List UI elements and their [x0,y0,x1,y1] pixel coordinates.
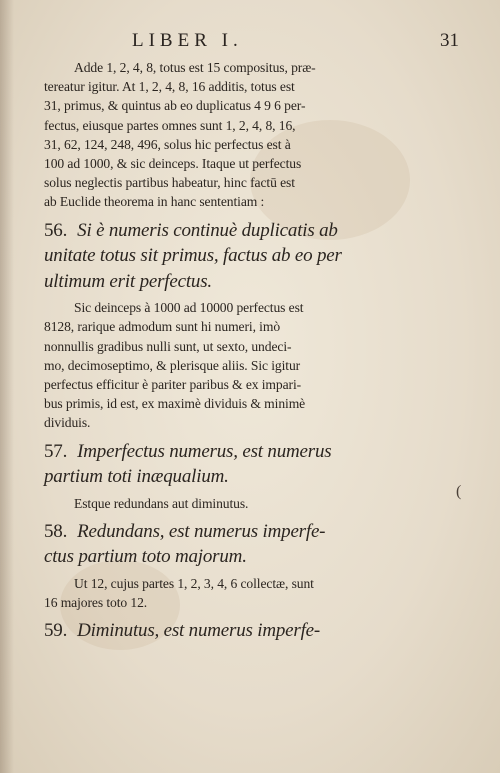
proposition-text: partium toti inæqualium. [44,466,229,488]
paragraph [44,298,376,432]
text-line: Estque redundans aut diminutus. [74,495,249,511]
page-header [0,30,500,54]
proposition-text: Imperfectus numerus, est numerus [77,440,332,462]
page-body [44,54,376,644]
proposition-number: 57. [44,440,68,462]
proposition-number: 56. [44,219,68,241]
proposition-number: 59. [44,620,68,642]
running-head: LIBER I. [132,30,243,51]
proposition-56 [44,218,376,295]
proposition-text: unitate totus sit primus, factus ab eo per [44,245,342,267]
text-line: tereatur igitur. At 1, 2, 4, 8, 16 additis, totus est [44,79,295,95]
proposition-number: 58. [44,520,68,542]
proposition-text: Redundans, est numerus imperfe- [77,520,326,542]
text-line: ab Euclide theorema in hanc sententiam : [44,194,265,210]
text-line: dividuis. [44,415,91,431]
text-line: mo, decimoseptimo, & plerisque aliis. Sic igitur [44,357,301,373]
paragraph [44,494,376,513]
text-line: 31, 62, 124, 248, 496, solus hic perfectus est à [44,136,291,152]
text-line: bus primis, id est, ex maximè dividuis & minimè [44,396,306,412]
proposition-text: Diminutus, est numerus imperfe- [77,620,321,642]
text-line: perfectus efficitur è pariter paribus & ex impari- [44,376,302,392]
text-line: Sic deinceps à 1000 ad 10000 perfectus est [74,300,304,316]
text-line: Adde 1, 2, 4, 8, totus est 15 compositus, præ- [74,60,316,75]
proposition-58 [44,519,376,570]
paragraph [44,574,376,612]
paragraph [44,58,376,212]
text-line: 31, primus, & quintus ab eo duplicatus 4 9 6 per- [44,98,306,114]
gutter-shadow [0,0,14,773]
proposition-text: ctus partium toto majorum. [44,546,247,568]
proposition-57 [44,439,376,490]
text-line: 100 ad 1000, & sic deinceps. Itaque ut perfectus [44,156,302,172]
text-line: Ut 12, cujus partes 1, 2, 3, 4, 6 collectæ, sunt [74,575,314,591]
page-number: 31 [440,30,459,51]
proposition-59 [44,618,376,644]
proposition-text: Si è numeris continuè duplicatis ab [77,219,338,241]
margin-mark: ( [456,483,462,500]
text-line: fectus, eiusque partes omnes sunt 1, 2, 4, 8, 16, [44,117,296,133]
text-line: solus neglectis partibus habeatur, hinc factū est [44,175,295,191]
text-line: 16 majores toto 12. [44,594,148,610]
text-line: 8128, rarique admodum sunt hi numeri, imò [44,319,281,335]
proposition-text: ultimum erit perfectus. [44,270,212,292]
text-line: nonnullis gradibus nulli sunt, ut sexto, undeci- [44,338,292,354]
